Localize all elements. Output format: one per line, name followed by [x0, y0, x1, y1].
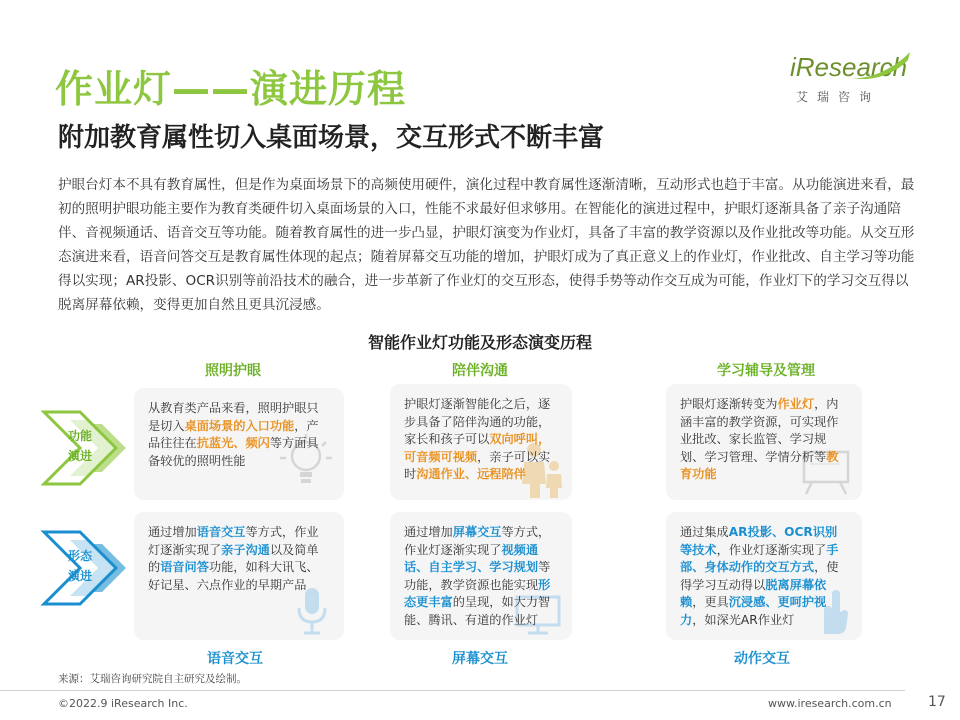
row-tag-function [40, 410, 130, 486]
column-foot-gesture: 动作交互 [734, 651, 790, 667]
row-tag-form-line1: 形态 [67, 549, 92, 563]
diagram-title: 智能作业灯功能及形态演变历程 [367, 333, 592, 352]
card-highlight: 语音问答 [160, 560, 209, 575]
column-head-lighting: 照明护眼 [205, 363, 261, 379]
card-text: ，更具 [692, 595, 729, 610]
card-highlight: AR投影、OCR识别等技术 [680, 525, 838, 557]
card-form-voice [134, 512, 344, 640]
card-highlight: 语音交互 [196, 525, 246, 539]
logo-brand: iResearch [790, 52, 908, 82]
card-highlight: 双向呼叫，可音频可视频 [404, 432, 551, 464]
card-highlight: 形态更丰富 [404, 577, 551, 610]
card-text: 护眼灯逐渐智能化之后，逐步具备了陪伴沟通的功能，家长和孩子可以 [404, 397, 551, 447]
column-foot-voice: 语音交互 [207, 651, 263, 667]
card-text: 通过增加 [148, 525, 197, 539]
card-highlight: 作业灯 [777, 397, 815, 411]
card-text: ，内涵丰富的教学资源，可实现作业批改、家长监管、学习规划、学习管理、学情分析等 [680, 397, 839, 464]
card-highlight: 沟通作业、远程陪伴 [416, 467, 526, 482]
card-text: 通过增加 [404, 525, 453, 539]
card-text: ，亲子可以实时 [404, 449, 551, 482]
column-head-learning: 学习辅导及管理 [717, 363, 815, 379]
footer-divider [0, 690, 905, 691]
card-highlight: 手部、身体动作的交互方式 [680, 542, 839, 575]
card-text: 等方面具备较优的照明性能 [148, 436, 319, 468]
row-tag-function-line1: 功能 [67, 429, 92, 443]
logo-cn: 艾瑞咨询 [796, 90, 881, 104]
column-foot-screen: 屏幕交互 [452, 651, 508, 667]
card-highlight: 视频通话、自主学习、学习规划 [404, 542, 539, 575]
card-text: 等功能，教学资源也能实现 [404, 560, 551, 592]
card-text: 等方式，作业灯逐渐实现了 [148, 525, 319, 557]
card-text: 的呈现，如大力智能、腾讯、有道的作业灯 [404, 595, 551, 627]
column-head-companion: 陪伴沟通 [452, 363, 508, 379]
card-text: ，如深光AR作业灯 [692, 612, 795, 627]
card-function-lighting [134, 388, 344, 500]
card-text: 从教育类产品来看，照明护眼只是切入 [148, 401, 319, 433]
card-highlight: 沉浸感、更呵护视力 [680, 595, 827, 627]
row-tag-form-line2: 演进 [67, 569, 92, 583]
row-tag-form [40, 530, 130, 606]
page-subtitle: 附加教育属性切入桌面场景，交互形式不断丰富 [58, 123, 605, 153]
card-highlight: 脱离屏幕依赖 [680, 577, 827, 610]
card-highlight: 桌面场景的入口功能 [184, 418, 295, 433]
row-tag-function-line2: 演进 [67, 449, 92, 463]
card-highlight: 抗蓝光、频闪 [196, 436, 270, 451]
card-form-screen [390, 512, 572, 640]
page-number: 17 [928, 694, 946, 710]
card-highlight: 教育功能 [680, 449, 839, 482]
card-text: 等方式，作业灯逐渐实现了 [404, 525, 551, 557]
website-link[interactable]: www.iresearch.com.cn [768, 697, 892, 710]
card-text: 功能，如科大讯飞、好记星、六点作业的早期产品 [148, 560, 319, 592]
card-text: 护眼灯逐渐转变为 [680, 397, 778, 411]
card-text: ，产品往往在 [148, 418, 319, 451]
page-title: 作业灯——演进历程 [55, 67, 407, 111]
card-text: 通过集成 [680, 525, 729, 539]
card-text: ，使得学习互动得以 [680, 560, 839, 592]
copyright: ©2022.9 iResearch Inc. [58, 697, 188, 710]
iresearch-logo [790, 52, 920, 110]
card-function-learning [666, 384, 862, 500]
logo-swoosh-icon [850, 50, 912, 82]
intro-paragraph: 护眼台灯本不具有教育属性，但是作为桌面场景下的高频使用硬件，演化过程中教育属性逐渐清晰，互动形式也趋于丰富。从功能演进来看，最初的照明护眼功能主要作为教育类硬件切入桌面场景的入口，性能不求最好但求够用。在智能化的演进过程中，护眼灯逐渐具备了亲子沟通陪伴、音视频通话、语音交互等功能。随着教育属性的进一步凸显，护眼灯演变为作业灯，具备了丰富的教学资源以及作业批改等功能。从交互形态演进来看，语音问答交互是教育属性体现的起点；随着屏幕交互功能的增加，护眼灯成为了真正意义上的作业灯，作业批改、自主学习等功能得以实现；AR投影、OCR识别等前沿技术的融合，进一步革新了作业灯的交互形态，使得手势等动作交互成为可能，作业灯下的学习交互得以脱离屏幕依赖，变得更加自然且更具沉浸感。 [58, 177, 915, 313]
card-function-companion [390, 384, 572, 500]
card-highlight: 亲子沟通 [221, 542, 270, 557]
card-highlight: 屏幕交互 [452, 525, 502, 539]
card-text: 以及简单的 [148, 542, 319, 575]
card-text: ，作业灯逐渐实现了 [716, 542, 827, 557]
card-form-gesture [666, 512, 862, 640]
source-note: 来源：艾瑞咨询研究院自主研究及绘制。 [58, 673, 247, 685]
